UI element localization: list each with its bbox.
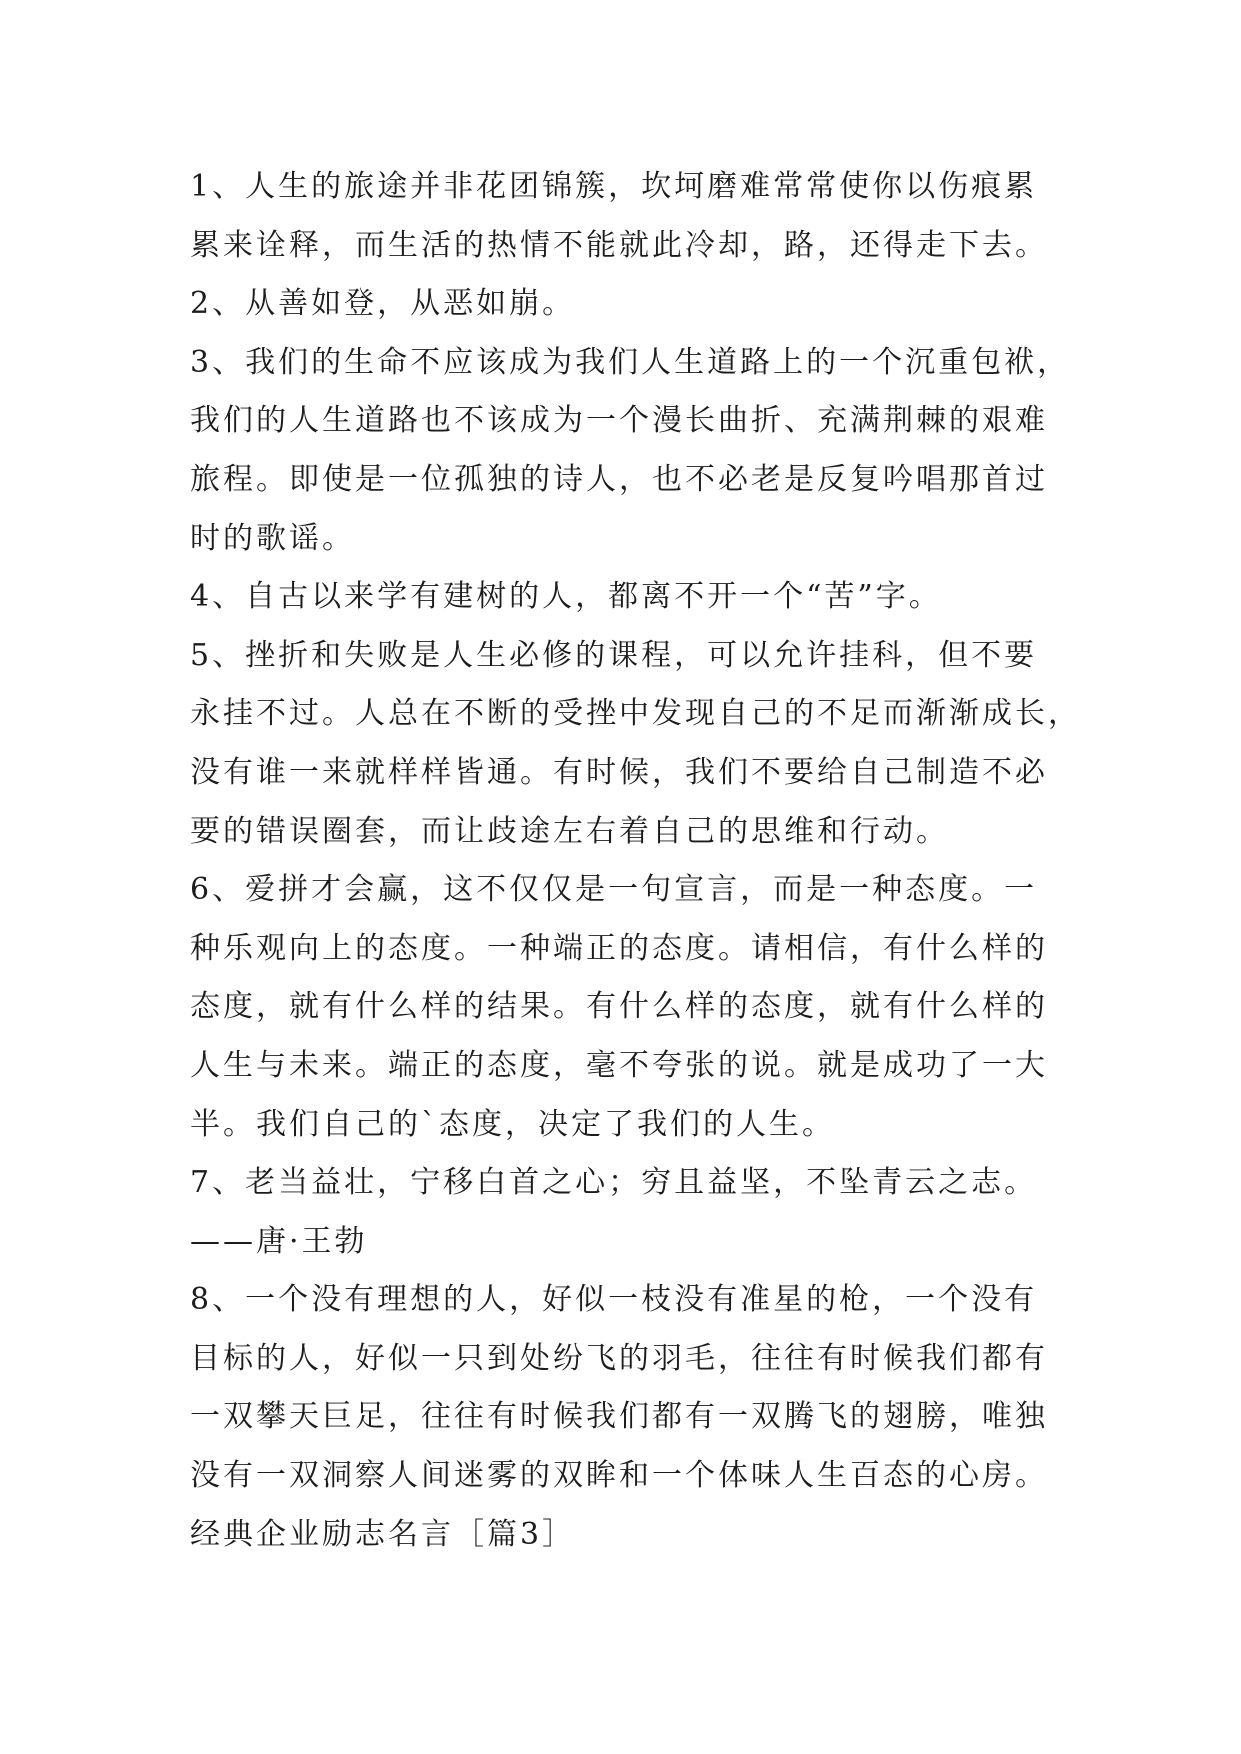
- text-line: 4、自古以来学有建树的人，都离不开一个“苦”字。: [190, 579, 942, 615]
- text-line: 8、一个没有理想的人，好似一枝没有准星的枪，一个没有: [190, 1282, 1038, 1318]
- document-body: [190, 158, 1081, 1564]
- text-line: 目标的人，好似一只到处纷飞的羽毛，往往有时候我们都有: [190, 1340, 1048, 1376]
- text-line: 要的错误圈套，而让歧途左右着自己的思维和行动。: [190, 813, 949, 849]
- text-line: 人生与未来。端正的态度，毫不夸张的说。就是成功了一大: [190, 1047, 1048, 1083]
- text-line: 2、从善如登，从恶如崩。: [190, 286, 576, 322]
- text-line: 时的歌谣。: [190, 520, 355, 556]
- text-line: 态度，就有什么样的结果。有什么样的态度，就有什么样的: [190, 989, 1048, 1025]
- text-line: 3、我们的生命不应该成为我们人生道路上的一个沉重包袱，: [190, 344, 1071, 380]
- section-heading: 经典企业励志名言［篇3］: [190, 1516, 576, 1552]
- text-line: 6、爱拼才会赢，这不仅仅是一句宣言，而是一种态度。一: [190, 872, 1038, 908]
- text-line: 累来诠释，而生活的热情不能就此冷却，路，还得走下去。: [190, 227, 1048, 263]
- text-line: 半。我们自己的`态度，决定了我们的人生。: [190, 1106, 835, 1142]
- text-line: 没有一双洞察人间迷雾的双眸和一个体味人生百态的心房。: [190, 1458, 1048, 1494]
- text-line: 7、老当益壮，宁移白首之心；穷且益坚，不坠青云之志。: [190, 1165, 1038, 1201]
- text-line: 没有谁一来就样样皆通。有时候，我们不要给自己制造不必: [190, 754, 1048, 790]
- attribution-line: ——唐·王勃: [190, 1223, 368, 1259]
- text-line: 旅程。即使是一位孤独的诗人，也不必老是反复吟唱那首过: [190, 461, 1048, 497]
- text-line: 永挂不过。人总在不断的受挫中发现自己的不足而渐渐成长，: [190, 696, 1081, 732]
- text-line: 一双攀天巨足，往往有时候我们都有一双腾飞的翅膀，唯独: [190, 1399, 1048, 1435]
- text-line: 5、挫折和失败是人生必修的课程，可以允许挂科，但不要: [190, 637, 1038, 673]
- text-line: 我们的人生道路也不该成为一个漫长曲折、充满荆棘的艰难: [190, 403, 1048, 439]
- text-line: 1、人生的旅途并非花团锦簇，坎坷磨难常常使你以伤痕累: [190, 169, 1038, 204]
- text-line: 种乐观向上的态度。一种端正的态度。请相信，有什么样的: [190, 930, 1048, 966]
